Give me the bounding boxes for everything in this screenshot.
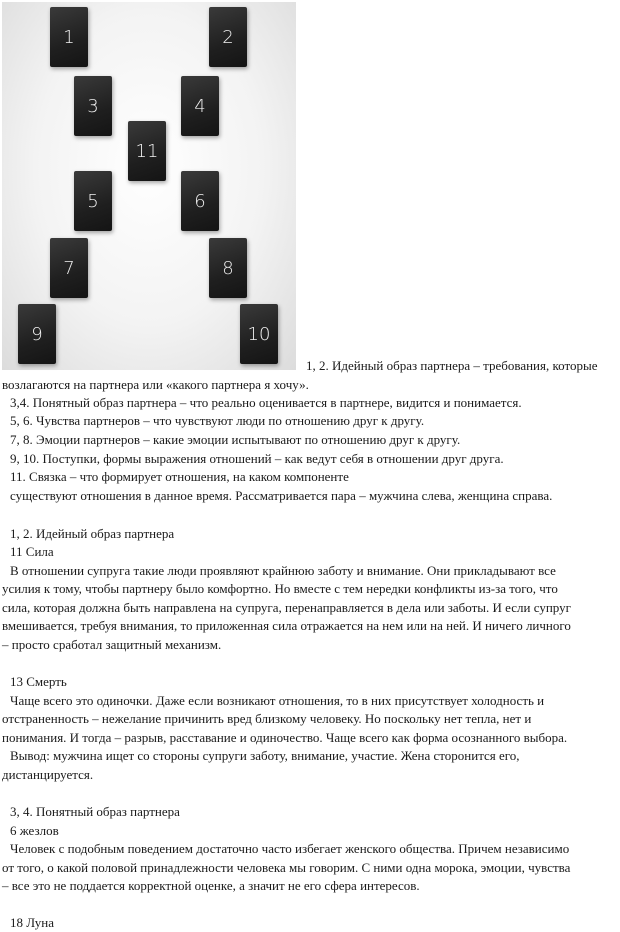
paragraph-line: сила, которая должна быть направлена на супруга, перенаправляется в дела или заботы. И если супруг: [2, 600, 571, 615]
card-heading: 18 Луна: [10, 915, 54, 930]
paragraph-line: понимания. И тогда – разрыв, расставание и одиночество. Чаще всего как форма осознанного выбора.: [2, 730, 568, 745]
caption-line: возлагаются на партнера или «какого партнера я хочу».: [2, 377, 309, 392]
card-4: [181, 76, 219, 136]
card-number: 11: [135, 140, 159, 162]
paragraph-line: Вывод: мужчина ищет со стороны супруги заботу, внимание, участие. Жена сторонится его,: [10, 748, 520, 763]
paragraph-line: усилия к тому, чтобы партнеру было комфортно. Но вместе с тем нередки конфликты из-за того, что: [2, 581, 558, 596]
paragraph-line: В отношении супруга такие люди проявляют крайнюю заботу и внимание. Они прикладывают все: [10, 563, 556, 578]
card-number: 4: [194, 95, 206, 117]
tarot-spread-image: [2, 2, 296, 370]
caption-line: 1, 2. Идейный образ партнера – требования, которые: [306, 358, 598, 373]
card-1: [50, 7, 88, 67]
card-7: [50, 238, 88, 298]
card-5: [74, 171, 112, 231]
paragraph-line: – все это не поддается корректной оценке, а значит не его сфера интересов.: [2, 878, 420, 893]
card-number: 1: [63, 26, 75, 48]
card-heading: 6 жезлов: [10, 823, 59, 838]
card-heading: 13 Смерть: [10, 674, 67, 689]
card-number: 2: [222, 26, 234, 48]
card-2: [209, 7, 247, 67]
card-10: [240, 304, 278, 364]
section-heading: 1, 2. Идейный образ партнера: [10, 526, 175, 541]
card-6: [181, 171, 219, 231]
card-number: 3: [87, 95, 99, 117]
card-number: 9: [31, 323, 43, 345]
paragraph-line: Человек с подобным поведением достаточно часто избегает женского общества. Причем независимо: [10, 841, 570, 856]
card-11: [128, 121, 166, 181]
section-heading: 3, 4. Понятный образ партнера: [10, 804, 180, 819]
legend-line: 9, 10. Поступки, формы выражения отношений – как ведут себя в отношении друг друга.: [10, 451, 504, 466]
card-number: 10: [247, 323, 271, 345]
card-number: 6: [194, 190, 206, 212]
legend-line: 5, 6. Чувства партнеров – что чувствуют люди по отношению друг к другу.: [10, 413, 425, 428]
legend-line: 11. Связка – что формирует отношения, на каком компоненте: [10, 469, 349, 484]
legend-line: существуют отношения в данное время. Рассматривается пара – мужчина слева, женщина справа.: [10, 488, 553, 503]
paragraph-line: дистанцируется.: [2, 767, 94, 782]
card-9: [18, 304, 56, 364]
card-number: 8: [222, 257, 234, 279]
card-3: [74, 76, 112, 136]
legend-line: 7, 8. Эмоции партнеров – какие эмоции испытывают по отношению друг к другу.: [10, 432, 461, 447]
paragraph-line: от того, о какой половой принадлежности человека мы говорим. С ними одна морока, эмоции, чувства: [2, 860, 571, 875]
card-heading: 11 Сила: [10, 544, 54, 559]
paragraph-line: Чаще всего это одиночки. Даже если возникают отношения, то в них присутствует холодность и: [10, 693, 545, 708]
legend-line: 3,4. Понятный образ партнера – что реально оценивается в партнере, видится и понимается.: [10, 395, 522, 410]
card-8: [209, 238, 247, 298]
card-number: 5: [87, 190, 99, 212]
paragraph-line: – просто сработал защитный механизм.: [2, 637, 222, 652]
card-number: 7: [63, 257, 75, 279]
paragraph-line: вмешивается, требуя внимания, то приложенная сила отражается на нем или на ней. И ничего личного: [2, 618, 571, 633]
paragraph-line: отстраненность – нежелание причинить вред близкому человеку. Но поскольку нет тепла, нет и: [2, 711, 532, 726]
